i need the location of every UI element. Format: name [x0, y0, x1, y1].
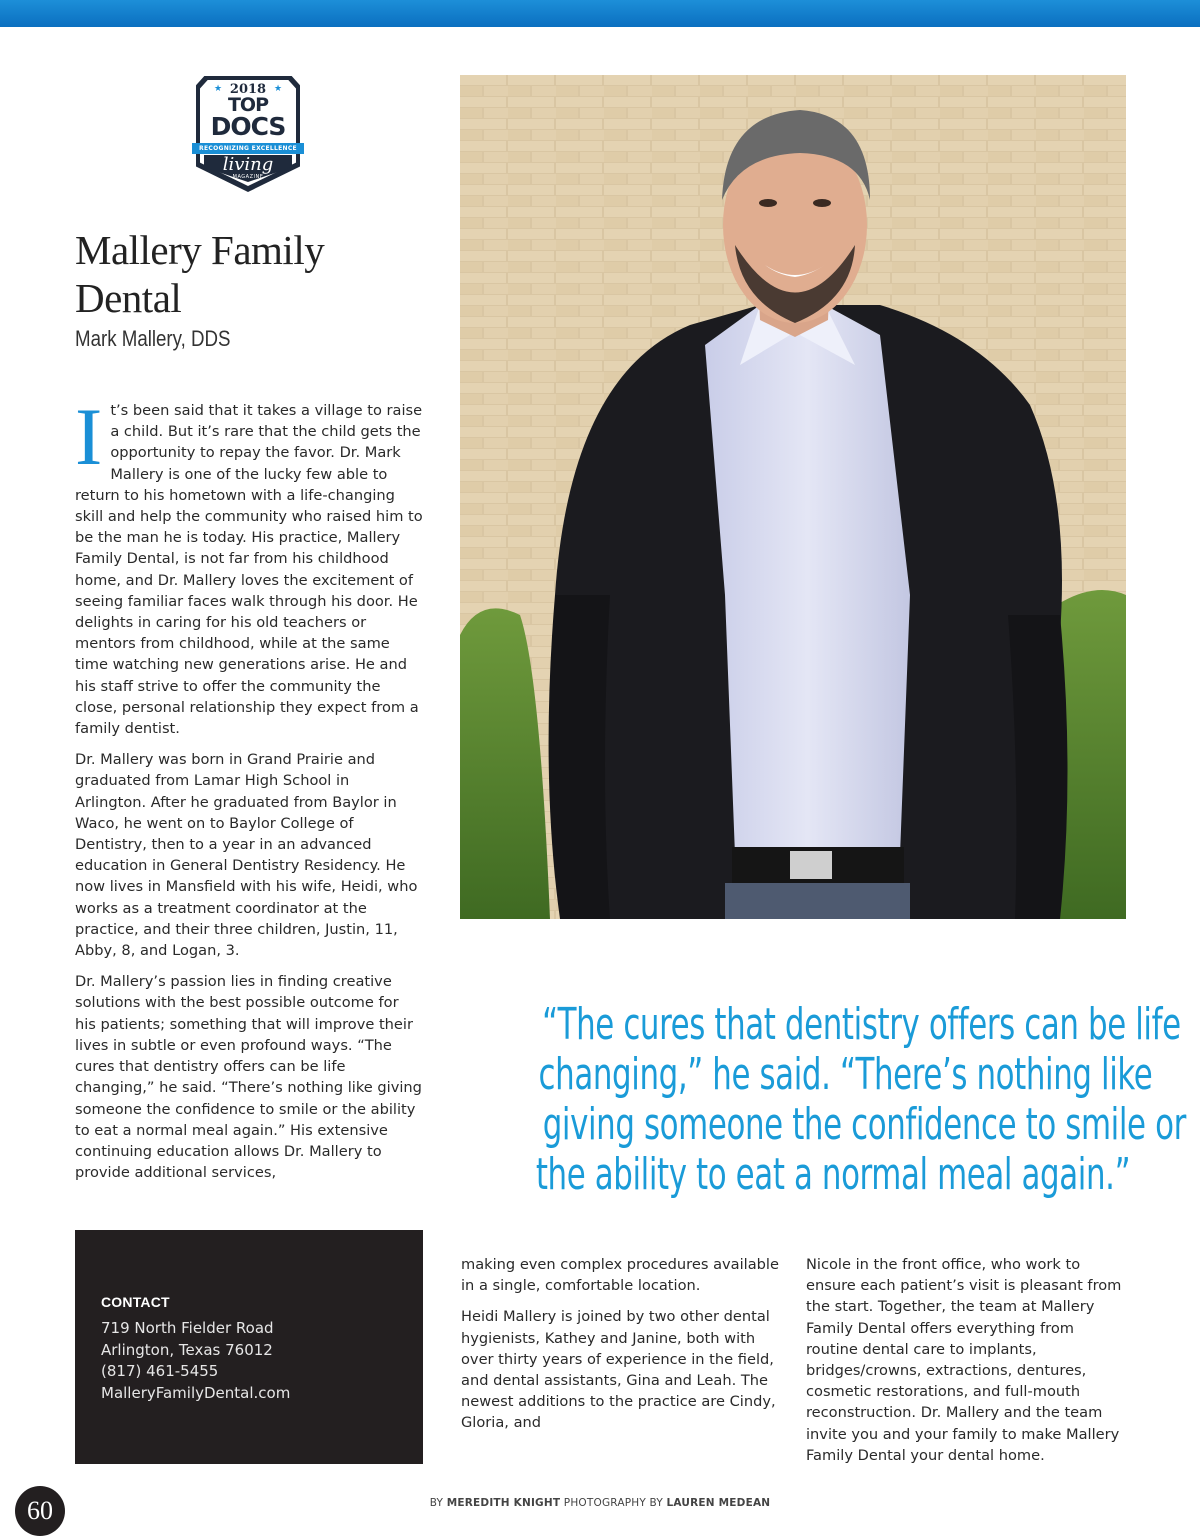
- drop-cap: I: [75, 391, 103, 482]
- byline: BY MEREDITH KNIGHT PHOTOGRAPHY BY LAUREN MEDEAN: [429, 1497, 771, 1509]
- page-title: Mallery Family Dental: [75, 227, 325, 321]
- article-column-2: [461, 1254, 781, 1444]
- pull-quote-line-2: changing,” he said. “There’s nothing like: [538, 1049, 1153, 1100]
- badge-living: living: [222, 154, 274, 175]
- article-paragraph-6: Nicole in the front office, who work to ensure each patient’s visit is pleasant from the start. Together, the team at Mallery Family Dental offers everything from routine dental care to implants, bridges/crowns, extractions, dentures, cosmetic restorations, and full-mouth reconstruction. Dr. Mallery and the team invite you and your family to make Mallery Family Dental your dental home.: [806, 1256, 1122, 1464]
- article-paragraph-5: Heidi Mallery is joined by two other dental hygienists, Kathey and Janine, both with over thirty years of experience in the field, and dental assistants, Gina and Leah. The newest additions to the practice are Cindy, Gloria, and: [461, 1308, 776, 1432]
- badge-ribbon: RECOGNIZING EXCELLENCE: [192, 143, 304, 154]
- article-paragraph-2: Dr. Mallery was born in Grand Prairie and graduated from Lamar High School in Arlington. After he graduated from Baylor in Waco, he went on to Baylor College of Dentistry, then to a year in an advanced education in General Dentistry Residency. He now lives in Mansfield with his wife, Heidi, who works as a treatment coordinator at the practice, and their three children, Justin, 11, Abby, 8, and Logan, 3.: [75, 751, 418, 960]
- page-number: 60: [15, 1486, 65, 1536]
- pull-quote-line-4: the ability to eat a normal meal again.”: [535, 1149, 1131, 1200]
- contact-address-line-1: 719 North Fielder Road: [101, 1319, 274, 1337]
- article-paragraph-3: Dr. Mallery’s passion lies in finding creative solutions with the best possible outcome for his patients; something that will improve their lives in subtle or even profound ways. “The cures that dentistry offers can be life changing,” he said. “There’s nothing like giving someone the confidence to smile or the ability to eat a normal meal again.” His extensive continuing education allows Dr. Mallery to provide additional services,: [75, 973, 422, 1182]
- badge-top: TOP: [227, 94, 269, 116]
- star-icon: ★: [214, 84, 223, 94]
- contact-address-line-2: Arlington, Texas 76012: [101, 1340, 273, 1359]
- portrait-photo: [460, 75, 1126, 919]
- top-docs-badge-logo: [196, 76, 300, 192]
- contact-label: CONTACT: [101, 1294, 170, 1310]
- page-subtitle: Mark Mallery, DDS: [75, 326, 231, 351]
- pull-quote: [452, 999, 1186, 1200]
- badge-magazine: MAGAZINE: [232, 174, 264, 180]
- contact-box: [75, 1230, 423, 1464]
- star-icon: ★: [274, 84, 283, 94]
- contact-website: MalleryFamilyDental.com: [101, 1383, 291, 1402]
- contact-phone: (817) 461-5455: [101, 1362, 219, 1380]
- article-paragraph-1: It’s been said that it takes a village to raise a child. But it’s rare that the child gets the opportunity to repay the favor. Dr. Mark Mallery is one of the lucky few able to return to his hometown with a life-changing skill and help the community who raised him to be the man he is today. His practice, Mallery Family Dental, is not far from his childhood home, and Dr. Mallery loves the excitement of seeing familiar faces walk through his door. He delights in caring for his old teachers or mentors from childhood, while at the same time watching new generations arise. He and his staff strive to offer the community the close, personal relationship they expect from a family dentist.: [75, 391, 423, 738]
- photographer-name: LAUREN MEDEAN: [666, 1497, 771, 1509]
- article-column-3: [806, 1254, 1126, 1466]
- top-color-bar: [0, 0, 1200, 27]
- article-paragraph-4: making even complex procedures available in a single, comfortable location.: [461, 1256, 779, 1295]
- badge-docs: DOCS: [210, 112, 286, 141]
- pull-quote-line-1: “The cures that dentistry offers can be life: [542, 999, 1181, 1050]
- article-column-1: [75, 391, 423, 1193]
- badge-year: 2018: [229, 82, 267, 97]
- author-name: MEREDITH KNIGHT: [446, 1497, 561, 1509]
- pull-quote-line-3: giving someone the confidence to smile or: [542, 1099, 1186, 1150]
